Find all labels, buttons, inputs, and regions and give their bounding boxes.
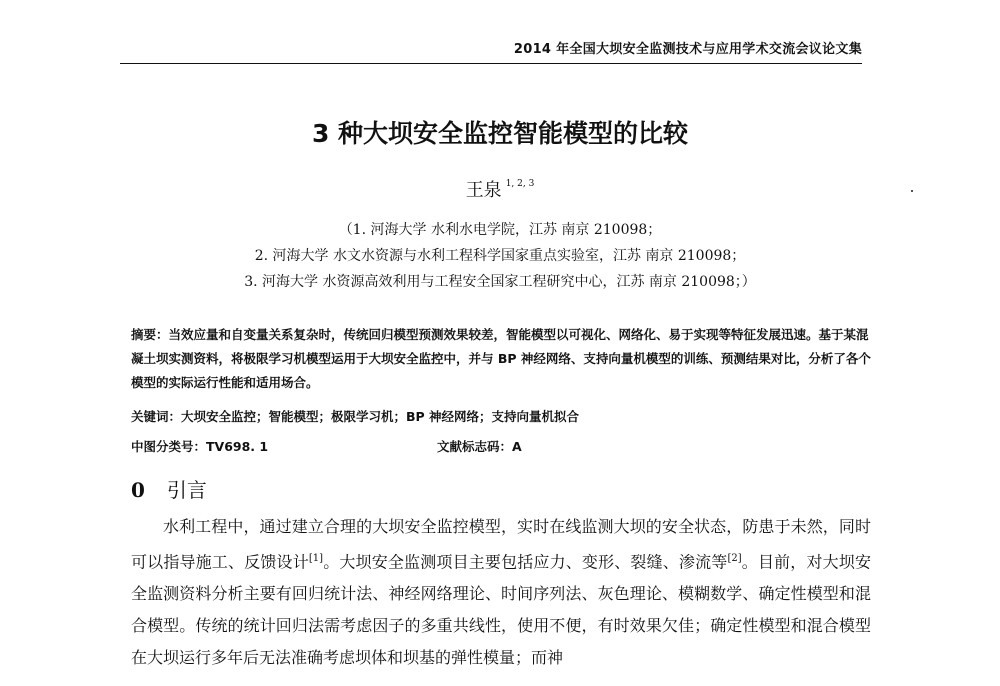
keywords-text: 大坝安全监控；智能模型；极限学习机；BP 神经网络；支持向量机拟合 xyxy=(181,409,580,424)
paper-title: 3 种大坝安全监控智能模型的比较 xyxy=(311,119,689,148)
citation-1[interactable]: [1] xyxy=(308,553,324,564)
abstract xyxy=(131,323,871,395)
body-text-part-2: 。大坝安全监测项目主要包括应力、变形、裂缝、渗流等 xyxy=(323,552,728,572)
document-code-value: A xyxy=(512,439,522,454)
classification-number xyxy=(131,437,268,455)
author-name: 王泉 xyxy=(465,180,502,201)
affiliation-1: （1. 河海大学 水利水电学院，江苏 南京 210098； xyxy=(338,222,662,238)
section-heading xyxy=(131,474,207,503)
body-paragraph xyxy=(131,511,871,674)
header-rule xyxy=(120,63,862,64)
document-code-label: 文献标志码： xyxy=(437,439,513,454)
abstract-text: 当效应量和自变量关系复杂时，传统回归模型预测效果较差，智能模型以可视化、网络化、易于实现等特征发展迅速。基于某混凝土坝实测资料，将极限学习机模型运用于大坝安全监控中，并与 BP 神经网络、支持向量机模型的训练、预测结果对比，分析了各个模型的实际运行性能和适用场合。 xyxy=(131,327,871,390)
author-affiliation-marks: 1, 2, 3 xyxy=(505,179,535,189)
scan-speck xyxy=(911,190,913,192)
body-text-part-1: 水利工程中，通过建立合理的大坝安全监控模型，实时在线监测大坝的安全状态，防患于未然，同时可以指导施工、反馈设计 xyxy=(131,517,871,572)
citation-2[interactable]: [2] xyxy=(727,553,742,564)
running-header: 2014 年全国大坝安全监测技术与应用学术交流会议论文集 xyxy=(513,42,862,57)
classification-label: 中图分类号： xyxy=(131,439,207,454)
affiliation-2: 2. 河海大学 水文水资源与水利工程科学国家重点实验室，江苏 南京 210098； xyxy=(254,248,746,264)
affiliation-3: 3. 河海大学 水资源高效利用与工程安全国家工程研究中心，江苏 南京 210098；） xyxy=(244,274,756,290)
section-number: 0 xyxy=(131,478,145,502)
document-code xyxy=(437,437,522,455)
keywords-label: 关键词： xyxy=(131,409,182,424)
author xyxy=(0,176,1000,202)
keywords xyxy=(131,407,579,425)
classification-value: TV698. 1 xyxy=(206,439,269,454)
section-title: 引言 xyxy=(166,478,207,502)
body-text-part-3: 。目前，对大坝安全监测资料分析主要有回归统计法、神经网络理论、时间序列法、灰色理论、模糊数学、确定性模型和混合模型。传统的统计回归法需考虑因子的多重共线性，使用不便，有时效果欠佳；确定性模型和混合模型在大坝运行多年后无法准确考虑坝体和坝基的弹性模量；而神 xyxy=(131,552,871,668)
abstract-label: 摘要： xyxy=(131,327,169,342)
